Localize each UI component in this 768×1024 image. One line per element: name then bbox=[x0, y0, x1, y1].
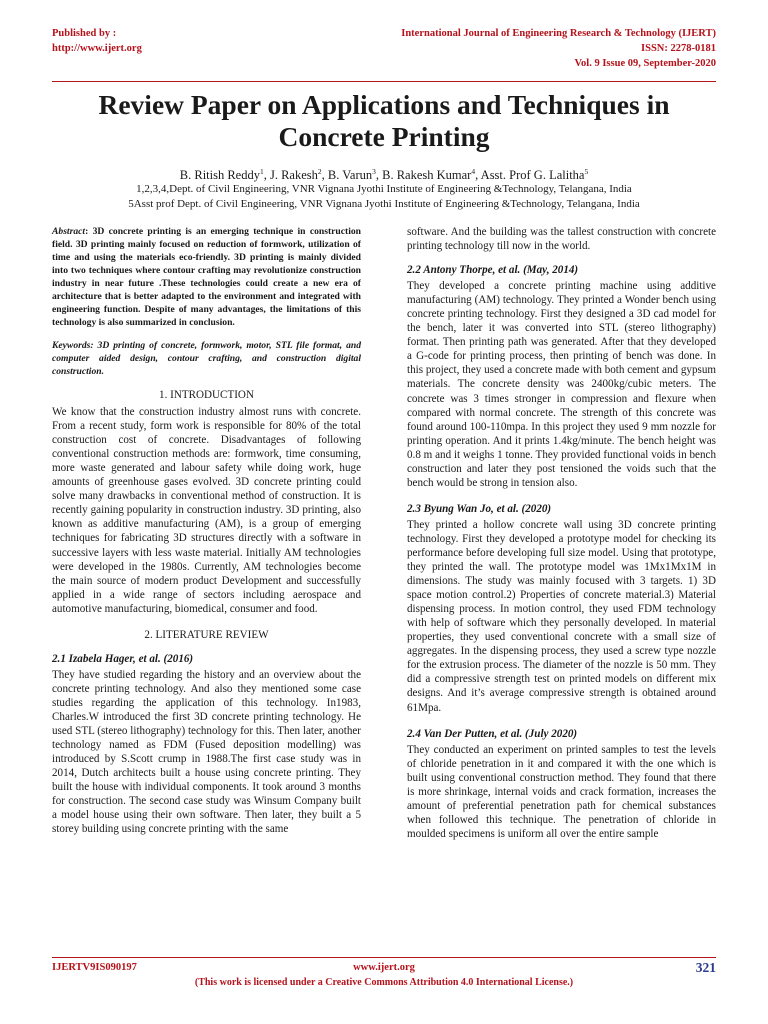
page-footer bbox=[52, 957, 716, 993]
footer-site-link[interactable]: www.ijert.org bbox=[353, 962, 415, 973]
journal-url-link[interactable]: http://www.ijert.org bbox=[52, 43, 142, 54]
page-header bbox=[52, 26, 716, 78]
publisher-label: Published by : bbox=[52, 28, 117, 39]
right-column bbox=[407, 225, 716, 841]
section-heading-introduction: 1. INTRODUCTION bbox=[159, 389, 254, 401]
subsection-2-4-paragraph: They conducted an experiment on printed samples to test the levels of chloride penetration in it and compared it with the one which is built using conventional construction method. They found that there is more shrinkage, internal voids and crack formation, increases the amount of preferential penetration path for chemical substances when followed this technique. The penetration of chloride in moulded specimens is uniform all over the entire sample bbox=[407, 743, 716, 840]
page-number: 321 bbox=[695, 960, 716, 975]
license-notice: (This work is licensed under a Creative Commons Attribution 4.0 International License.) bbox=[194, 977, 574, 988]
volume-issue: Vol. 9 Issue 09, September-2020 bbox=[574, 58, 716, 69]
subsection-2-1-continued: software. And the building was the tallest construction with concrete printing technology till now in the world. bbox=[407, 226, 716, 253]
abstract: Abstract: 3D concrete printing is an emerging technique in construction field. 3D printing mainly focused on reduction of formwork, utilization of time and using the materials eco-friendly. 3D printing is mainly divided into two techniques where contour crafting may revolutionize construction industry in near future .These technologies could create a new era of architecture that is better adapted to the environment and integrated with engineering function. Despite of many advantages, the limitations of this technology is also summarized in conclusion. bbox=[52, 226, 361, 328]
author-list: B. Ritish Reddy$^1$, J. Rakesh$^2$, B. Varun$^3$, B. Rakesh Kumar$^4$, Asst. Prof G. Lalitha$^5$ bbox=[179, 167, 589, 183]
left-column bbox=[52, 225, 361, 836]
paper-title: Review Paper on Applications and Techniques in Concrete Printing bbox=[98, 89, 670, 152]
subsection-2-3-heading: 2.3 Byung Wan Jo, et al. (2020) bbox=[407, 502, 552, 515]
subsection-2-2-heading: 2.2 Antony Thorpe, et al. (May, 2014) bbox=[407, 264, 579, 277]
subsection-2-1-heading: 2.1 Izabela Hager, et al. (2016) bbox=[52, 652, 194, 665]
subsection-2-4-heading: 2.4 Van Der Putten, et al. (July 2020) bbox=[407, 727, 578, 740]
issn: ISSN: 2278-0181 bbox=[641, 43, 716, 54]
section-heading-literature-review: 2. LITERATURE REVIEW bbox=[144, 628, 269, 641]
header-divider bbox=[52, 81, 716, 82]
subsection-2-2-paragraph: They developed a concrete printing machine using additive manufacturing (AM) technology. They printed a Wonder bench using concrete printing technology. First they designed a 3D cad model for the bench, later it was converted into STL (stereo lithography) format. Then printing path was generated. After that they developed a G-code for printing process, then printing of bench was done. In this project, they used a concrete made with both cement and gypsum materials. The concrete density was 2400kg/cubic meters. The concrete was 3 times stronger in compression and flexure when compared with normal concrete. The strength of this concrete was found around 100-110mpa. In this project they used 9 mm nozzle for printing operation. And it prints 1.4kg/minute. The bench height was 0.8 m and it weighs 1 tonne. They provided functional voids in bench construction and later they post tensioned the voids such that the bench would be strong in tension also. bbox=[407, 280, 716, 489]
subsection-2-1-paragraph: They have studied regarding the history and an overview about the concrete printing technology. And also they mentioned some case studies regarding the application of this technology. In1983, Charles.W introduced the first 3D concrete printing technology. He used STL (stereo lithography) technology for this. Then later, another technology named as FDM (Fused deposition modelling) was introduced by S.Scott crump in 1988.The first case study was in 2014, Dutch architects built a house using concrete printing. They built the house with individual components. It took around 3 months for construction. The second case study was Winsum Company built a model house using their own software. Then later, they built a 5 storey building using concrete printing with the same bbox=[52, 668, 361, 836]
introduction-paragraph: We know that the construction industry almost runs with concrete. From a recent study, form work is responsible for 80% of the total construction cost of concrete. Disadvantages of following conventional construction methods are: formwork, time consuming, more waste generated and labour safety while doing work, huge amounts of greenhouse gases evolved. 3D concrete printing could solve many drawbacks in conventional method of construction. It is recently gaining popularity in construction industry. 3D printing, also known as additive manufacturing (AM), is a group of emerging techniques for fabricating 3D structures directly with a software in successive layers with less waste material. Initially AM technologies were developed in the 1980s. Currently, AM technologies become the main source of modern product Development and successfully applied in a wide range of sectors including aerospace and automotive manufacturing, biomedical, consumer and food. bbox=[52, 406, 361, 615]
keywords: Keywords: 3D printing of concrete, formwork, motor, STL file format, and computer aided design, contour crafting, and construction digital construction. bbox=[52, 340, 361, 377]
subsection-2-3-paragraph: They printed a hollow concrete wall using 3D concrete printing technology. First they developed a prototype model for checking its performance before developing full size model. Using that prototype, they printed the wall. The prototype model was 1Mx1Mx1M in dimensions. The study was mainly focused with 3 targets. 1) 3D space motion control.2) Properties of concrete material.3) Material dispensing process. In motion control, they used FDM technology with help of software which they personally developed. In material properties, they used conventional concrete with a small size of aggregates. In the dispensing process, they used a screw type nozzle for the extrusion process. The diameter of the nozzle is 50 mm. They did a compressive strength test on printed models on different mix designs. And it’s average compressive strength is obtained around 61Mpa. bbox=[407, 518, 716, 714]
journal-name: International Journal of Engineering Research & Technology (IJERT) bbox=[401, 28, 716, 39]
affiliation-2: 5Asst prof Dept. of Civil Engineering, VNR Vignana Jyothi Institute of Engineering &Technology, Telangana, India bbox=[128, 198, 640, 210]
affiliation-1: 1,2,3,4,Dept. of Civil Engineering, VNR Vignana Jyothi Institute of Engineering &Technology, Telangana, India bbox=[136, 183, 632, 195]
paper-id: IJERTV9IS090197 bbox=[52, 962, 137, 973]
